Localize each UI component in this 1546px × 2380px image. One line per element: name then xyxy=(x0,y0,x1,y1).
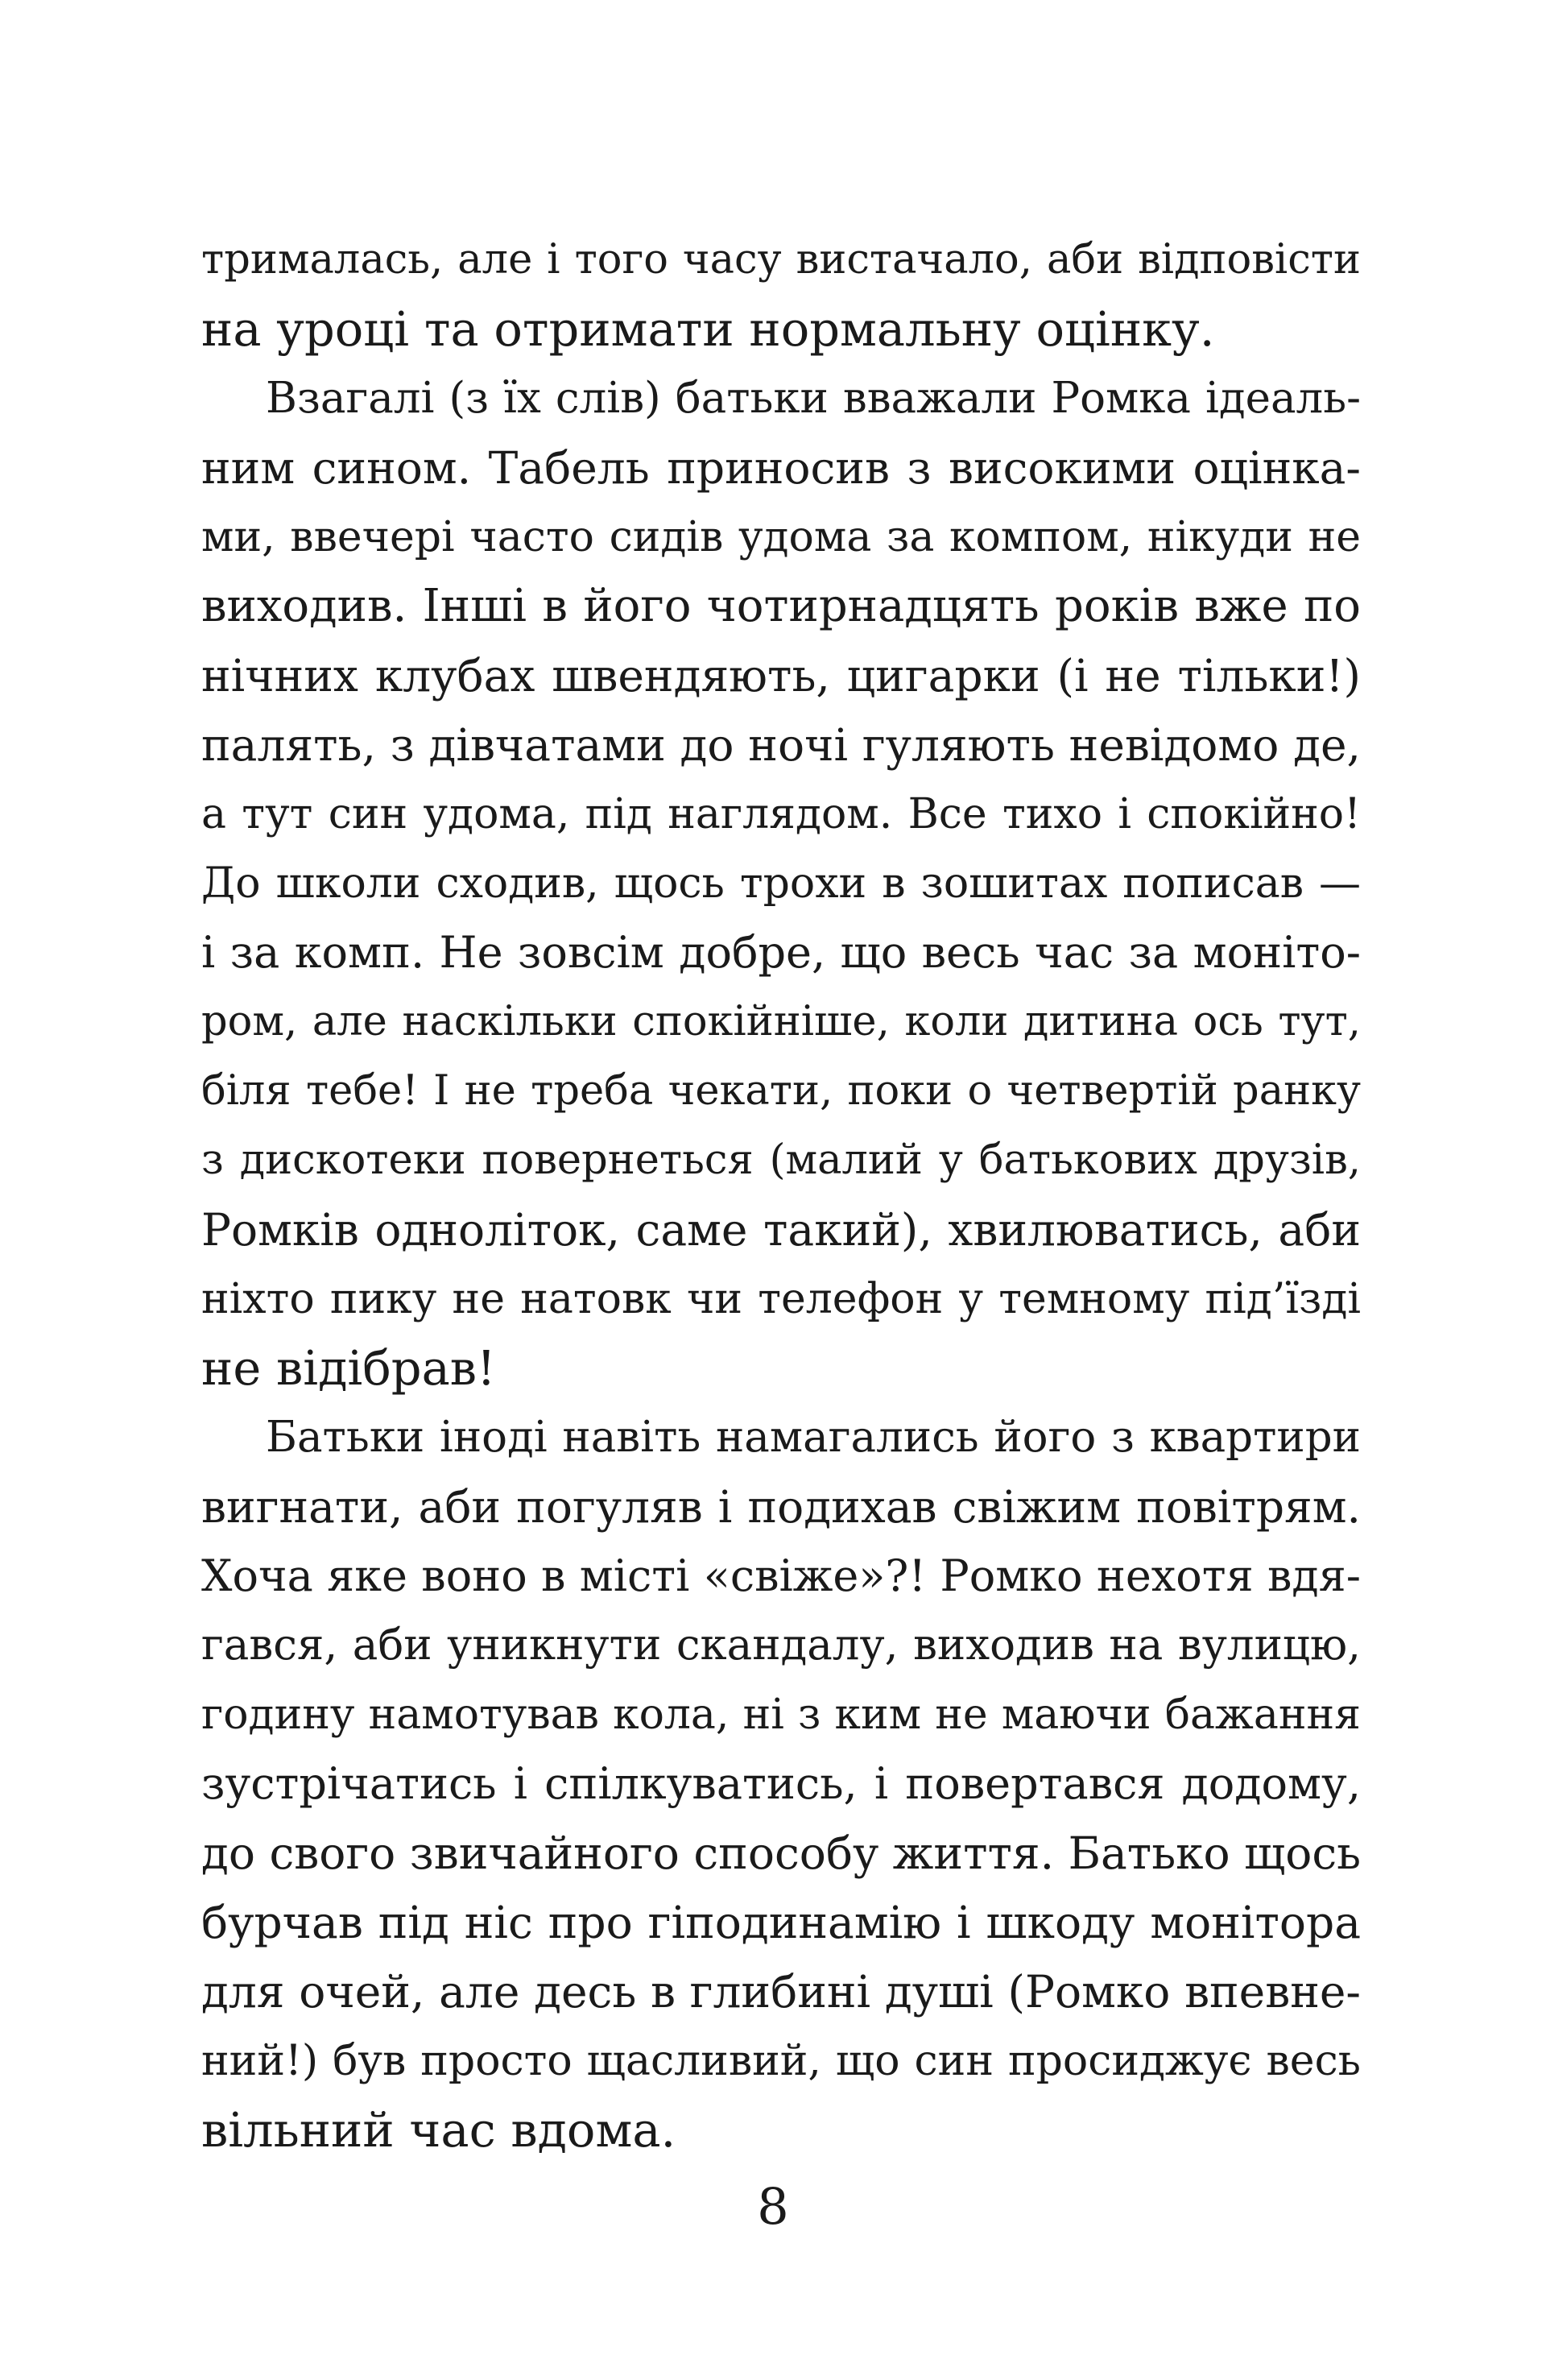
text-line: і за комп. Не зовсім добре, що весь час за моніто- xyxy=(201,927,1361,978)
text-line: нічних клубах швендяють, цигарки (і не тільки!) xyxy=(201,650,1361,702)
text-line: палять, з дівчатами до ночі гуляють невідомо де, xyxy=(201,719,1361,771)
page-number: 8 xyxy=(757,2177,789,2236)
text-line: ми, ввечері часто сидів удома за компом, нікуди не xyxy=(201,513,1361,561)
text-line: біля тебе! І не треба чекати, поки о четвертій ранку xyxy=(201,1067,1361,1115)
text-line: на уроці та отримати нормальну оцінку. xyxy=(201,301,1215,357)
text-line: вигнати, аби погуляв і подихав свіжим повітрям. xyxy=(201,1481,1361,1533)
text-line: до свого звичайного способу життя. Батько щось xyxy=(201,1827,1362,1879)
text-line: а тут син удома, під наглядом. Все тихо і спокійно! xyxy=(201,790,1361,838)
text-line: ний!) був просто щасливий, що син просиджує весь xyxy=(201,2037,1361,2085)
text-line: ним сином. Табель приносив з високими оцінка- xyxy=(201,442,1361,494)
text-line: бурчав під ніс про гіподинамію і шкоду монітора xyxy=(201,1897,1361,1948)
text-line: Взагалі (з їх слів) батьки вважали Ромка ідеаль- xyxy=(266,374,1361,423)
text-line: ром, але наскільки спокійніше, коли дитина ось тут, xyxy=(201,998,1361,1045)
text-line: виходив. Інші в його чотирнадцять років вже по xyxy=(201,580,1361,632)
text-line: не відібрав! xyxy=(201,1340,496,1396)
text-line: Ромків одноліток, саме такий), хвилюватись, аби xyxy=(201,1204,1361,1256)
text-line: вільний час вдома. xyxy=(201,2102,676,2158)
text-line: годину намотував кола, ні з ким не маючи бажання xyxy=(201,1691,1361,1739)
text-line: Батьки іноді навіть намагались його з квартири xyxy=(266,1413,1361,1462)
text-line: Хоча яке воно в місті «свіже»?! Ромко нехотя вдя- xyxy=(201,1550,1361,1601)
text-line: зустрічатись і спілкуватись, і повертався додому, xyxy=(201,1758,1361,1809)
text-line: для очей, але десь в глибині душі (Ромко впевне- xyxy=(201,1966,1361,2018)
text-line: гався, аби уникнути скандалу, виходив на вулицю, xyxy=(201,1620,1361,1670)
text-line: з дискотеки повернеться (малий у батькових друзів, xyxy=(201,1136,1361,1184)
text-line: ніхто пику не натовк чи телефон у темному під’їзді xyxy=(201,1275,1361,1323)
text-line: До школи сходив, щось трохи в зошитах пописав — xyxy=(201,859,1361,908)
text-line: трималась, але і того часу вистачало, аби відповісти xyxy=(201,236,1361,284)
